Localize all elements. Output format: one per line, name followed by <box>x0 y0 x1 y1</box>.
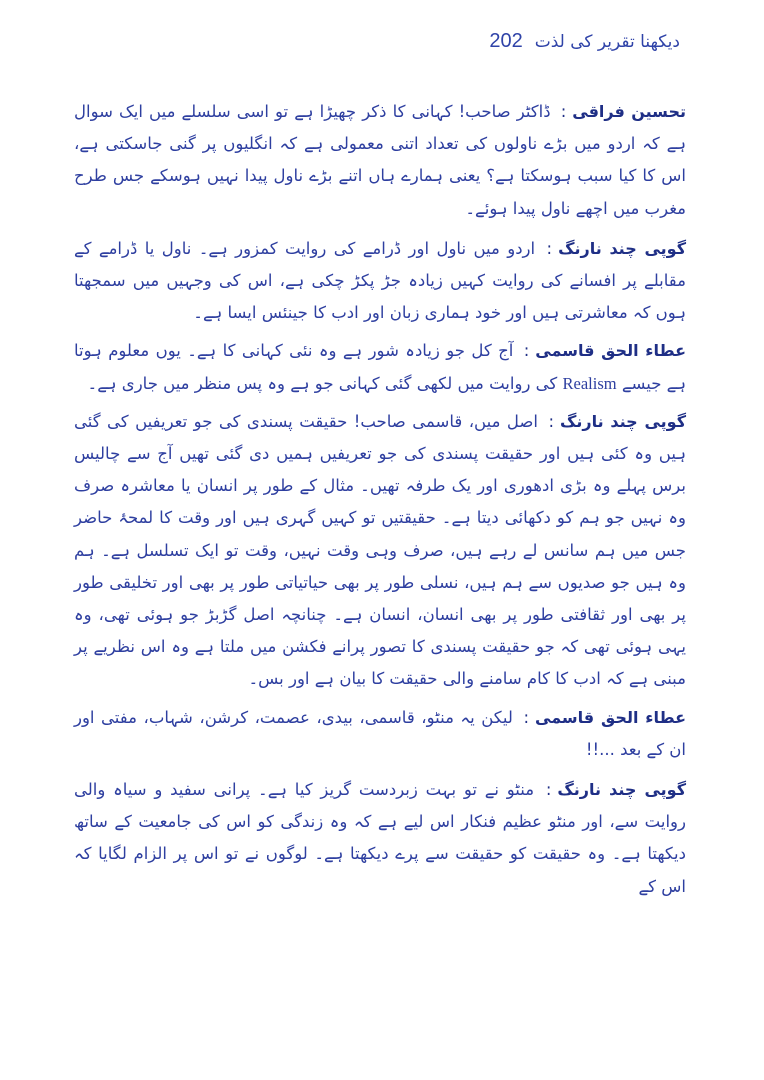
paragraph-1 <box>74 96 686 225</box>
page-header <box>489 30 680 53</box>
colon-separator: : <box>548 411 554 431</box>
paragraph-3 <box>74 335 686 399</box>
paragraph-text: منٹو نے تو بہت زبردست گریز کیا ہے۔ پرانی سفید و سیاہ والی روایت سے، اور منٹو عظیم فنکار اس لیے ہے کہ وہ زندگی کو اس کی جامعیت کے ساتھ دیکھتا ہے۔ وہ حقیقت کو حقیقت سے پرے دیکھتا ہے۔ لوگوں نے تو اس پر الزام لگایا کہ اس کے <box>74 780 686 896</box>
paragraph-4 <box>74 406 686 696</box>
paragraph-text-continued: کی روایت میں لکھی گئی کہانی جو ہے وہ پس منظر میں جاری ہے۔ <box>87 373 558 393</box>
page-number: 202 <box>489 30 523 52</box>
latin-term: Realism <box>562 373 617 393</box>
colon-separator: : <box>560 102 567 121</box>
paragraph-text: لیکن یہ منٹو، قاسمی، بیدی، عصمت، کرشن، شہاب، مفتی اور ان کے بعد ...!! <box>74 707 686 759</box>
paragraph-text: ڈاکٹر صاحب! کہانی کا ذکر چھیڑا ہے تو اسی سلسلے میں ایک سوال ہے کہ اردو میں بڑے ناولوں کی تعداد اتنی معمولی ہے کہ انگلیوں پر گنی جاسکتی ہے، اس کا کیا سبب ہوسکتا ہے؟ یعنی ہمارے ہاں اتنے بڑے ناول پیدا نہیں ہوسکے جس طرح مغرب میں اچھے ناول پیدا ہوئے۔ <box>74 102 686 218</box>
colon-separator: : <box>546 238 553 258</box>
running-title: دیکھنا تقریر کی لذت <box>534 32 680 52</box>
page-content <box>74 96 686 909</box>
speaker-name: گوپی چند نارنگ <box>558 238 687 258</box>
colon-separator: : <box>523 707 530 727</box>
paragraph-6 <box>74 774 686 903</box>
speaker-name: تحسین فراقی <box>572 102 686 121</box>
paragraph-5 <box>74 702 686 766</box>
colon-separator: : <box>523 341 530 361</box>
paragraph-2 <box>74 233 686 330</box>
paragraph-text: اردو میں ناول اور ڈرامے کی روایت کمزور ہے۔ ناول یا ڈرامے کے مقابلے پر افسانے کی روایت کہیں زیادہ جڑ پکڑ چکی ہے، اس کی وجہیں میں سمجھتا ہوں کہ معاشرتی ہیں اور خود ہماری زبان اور ادب کا جینئس ایسا ہے۔ <box>74 238 686 323</box>
speaker-name: گوپی چند نارنگ <box>560 411 687 431</box>
speaker-name: گوپی چند نارنگ <box>557 780 686 800</box>
paragraph-text: آج کل جو زیادہ شور ہے وہ نئی کہانی کا ہے۔ یوں معلوم ہوتا ہے جیسے <box>74 341 686 393</box>
colon-separator: : <box>545 780 552 800</box>
speaker-name: عطاء الحق قاسمی <box>535 707 687 727</box>
speaker-name: عطاء الحق قاسمی <box>535 341 686 361</box>
paragraph-text: اصل میں، قاسمی صاحب! حقیقت پسندی کی جو تعریفیں کی گئی ہیں وہ کئی ہیں اور حقیقت پسندی کی جو تعریفیں ہمیں دی گئی تھیں آج سے چالیس برس پہلے وہ بڑی ادھوری اور یک طرفہ تھیں۔ مثال کے طور پر انسان یا معاشرہ صرف وہ نہیں جو ہم کو دکھائی دیتا ہے۔ حقیقتیں تو کہیں گہری ہیں اور وقت کا لمحۂ حاضر جس میں ہم سانس لے رہے ہیں، صرف وہی وقت نہیں، وقت تو ایک تسلسل ہے۔ ہم وہ ہیں جو صدیوں سے ہم ہیں، نسلی طور پر بھی حیاتیاتی طور پر بھی اور تخلیقی طور پر بھی اور ثقافتی طور پر بھی انسان، انسان ہے۔ چنانچہ اصل گڑبڑ جو ہوئی تھی، وہ یہی ہوئی تھی کہ جو حقیقت پسندی کا تصور پرانے فکشن میں ملتا ہے وہ اس نظریے پر مبنی ہے کہ ادب کا کام سامنے والی حقیقت کا بیان ہے اور بس۔ <box>74 411 686 689</box>
